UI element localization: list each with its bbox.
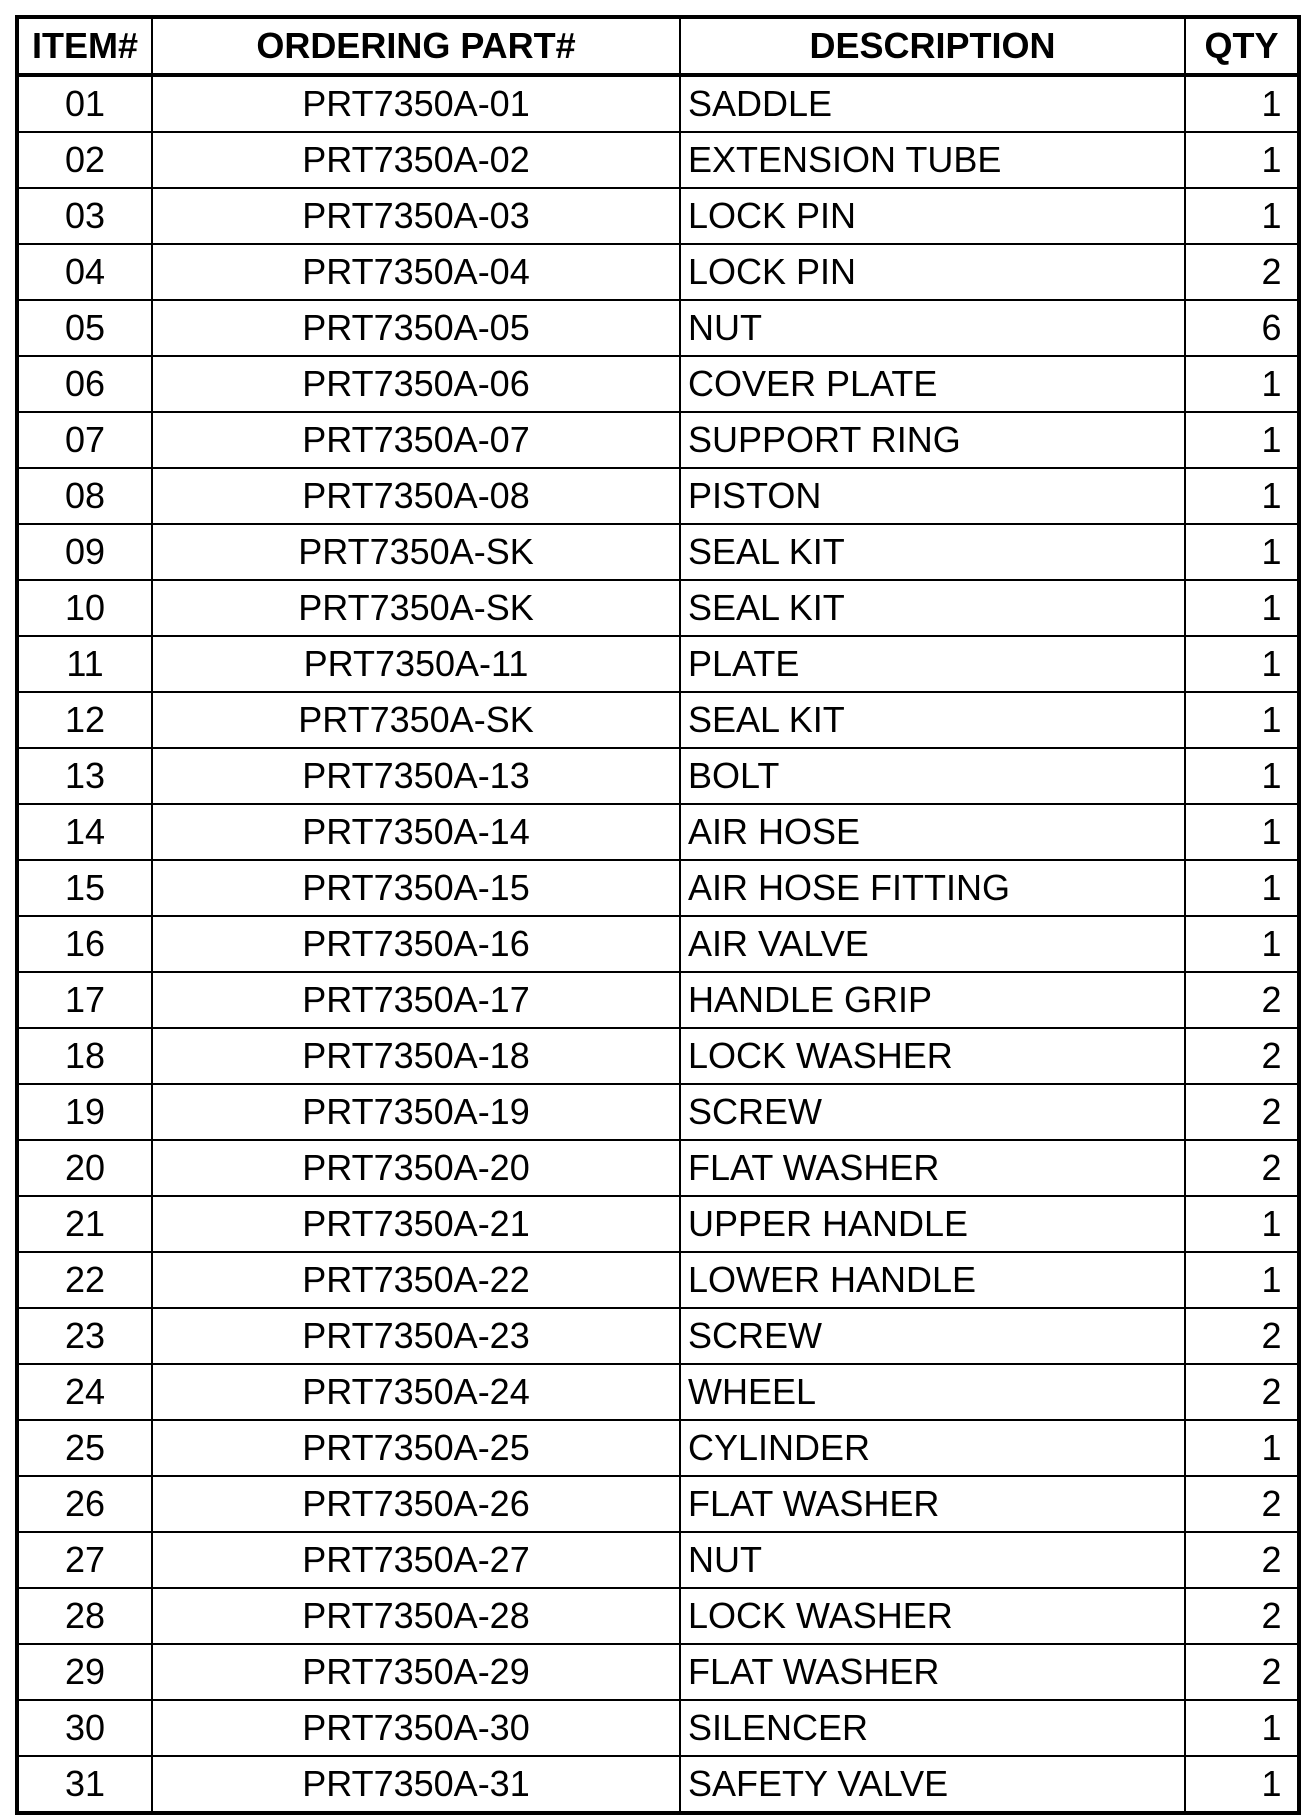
description-cell: NUT (680, 1532, 1185, 1588)
item-number-cell: 03 (17, 188, 152, 244)
item-number-cell: 02 (17, 132, 152, 188)
item-number-cell: 19 (17, 1084, 152, 1140)
item-number-cell: 23 (17, 1308, 152, 1364)
ordering-part-cell: PRT7350A-31 (152, 1756, 680, 1813)
description-cell: SCREW (680, 1084, 1185, 1140)
table-row (17, 524, 1299, 580)
description-cell: NUT (680, 300, 1185, 356)
description-cell: UPPER HANDLE (680, 1196, 1185, 1252)
ordering-part-cell: PRT7350A-20 (152, 1140, 680, 1196)
table-row (17, 580, 1299, 636)
table-row (17, 1252, 1299, 1308)
table-row (17, 132, 1299, 188)
table-row (17, 860, 1299, 916)
table-row (17, 1084, 1299, 1140)
description-cell: AIR HOSE FITTING (680, 860, 1185, 916)
ordering-part-cell: PRT7350A-24 (152, 1364, 680, 1420)
item-number-cell: 17 (17, 972, 152, 1028)
table-row (17, 1700, 1299, 1756)
item-number-cell: 04 (17, 244, 152, 300)
qty-cell: 1 (1185, 916, 1299, 972)
table-row (17, 1420, 1299, 1476)
table-row (17, 1028, 1299, 1084)
item-number-cell: 25 (17, 1420, 152, 1476)
qty-cell: 1 (1185, 692, 1299, 748)
qty-cell: 2 (1185, 1588, 1299, 1644)
qty-cell: 2 (1185, 1028, 1299, 1084)
table-row (17, 188, 1299, 244)
item-number-cell: 08 (17, 468, 152, 524)
description-cell: FLAT WASHER (680, 1476, 1185, 1532)
item-number-cell: 26 (17, 1476, 152, 1532)
item-number-cell: 18 (17, 1028, 152, 1084)
ordering-part-cell: PRT7350A-22 (152, 1252, 680, 1308)
item-number-cell: 05 (17, 300, 152, 356)
ordering-part-cell: PRT7350A-26 (152, 1476, 680, 1532)
table-row (17, 1644, 1299, 1700)
qty-cell: 1 (1185, 580, 1299, 636)
qty-cell: 2 (1185, 1364, 1299, 1420)
item-number-cell: 01 (17, 75, 152, 132)
qty-cell: 1 (1185, 468, 1299, 524)
item-number-cell: 22 (17, 1252, 152, 1308)
item-number-cell: 29 (17, 1644, 152, 1700)
ordering-part-cell: PRT7350A-27 (152, 1532, 680, 1588)
table-row (17, 916, 1299, 972)
ordering-part-cell: PRT7350A-03 (152, 188, 680, 244)
description-cell: WHEEL (680, 1364, 1185, 1420)
table-body (17, 75, 1299, 1813)
table-row (17, 412, 1299, 468)
item-number-cell: 30 (17, 1700, 152, 1756)
ordering-part-cell: PRT7350A-08 (152, 468, 680, 524)
qty-cell: 2 (1185, 244, 1299, 300)
table-row (17, 1196, 1299, 1252)
qty-cell: 2 (1185, 1308, 1299, 1364)
ordering-part-cell: PRT7350A-19 (152, 1084, 680, 1140)
item-number-cell: 06 (17, 356, 152, 412)
item-number-cell: 28 (17, 1588, 152, 1644)
description-cell: LOCK PIN (680, 244, 1185, 300)
table-row (17, 1140, 1299, 1196)
description-cell: LOWER HANDLE (680, 1252, 1185, 1308)
table-row (17, 1476, 1299, 1532)
table-row (17, 1588, 1299, 1644)
item-number-cell: 10 (17, 580, 152, 636)
qty-cell: 1 (1185, 188, 1299, 244)
table-row (17, 1532, 1299, 1588)
description-cell: SEAL KIT (680, 692, 1185, 748)
ordering-part-cell: PRT7350A-13 (152, 748, 680, 804)
table-row (17, 356, 1299, 412)
item-number-cell: 31 (17, 1756, 152, 1813)
ordering-part-cell: PRT7350A-05 (152, 300, 680, 356)
ordering-part-cell: PRT7350A-16 (152, 916, 680, 972)
description-cell: SCREW (680, 1308, 1185, 1364)
qty-cell: 1 (1185, 1420, 1299, 1476)
ordering-part-cell: PRT7350A-25 (152, 1420, 680, 1476)
description-cell: PISTON (680, 468, 1185, 524)
item-number-cell: 12 (17, 692, 152, 748)
qty-cell: 1 (1185, 524, 1299, 580)
item-number-cell: 14 (17, 804, 152, 860)
table-row (17, 1308, 1299, 1364)
qty-cell: 1 (1185, 132, 1299, 188)
qty-cell: 1 (1185, 804, 1299, 860)
item-number-cell: 07 (17, 412, 152, 468)
ordering-part-cell: PRT7350A-11 (152, 636, 680, 692)
ordering-part-cell: PRT7350A-28 (152, 1588, 680, 1644)
item-number-cell: 21 (17, 1196, 152, 1252)
qty-cell: 2 (1185, 1084, 1299, 1140)
item-number-cell: 13 (17, 748, 152, 804)
item-number-cell: 20 (17, 1140, 152, 1196)
qty-cell: 1 (1185, 1756, 1299, 1813)
ordering-part-cell: PRT7350A-14 (152, 804, 680, 860)
ordering-part-cell: PRT7350A-15 (152, 860, 680, 916)
ordering-part-cell: PRT7350A-23 (152, 1308, 680, 1364)
description-cell: SADDLE (680, 75, 1185, 132)
ordering-part-cell: PRT7350A-29 (152, 1644, 680, 1700)
table-row (17, 468, 1299, 524)
header-item: ITEM# (17, 17, 152, 75)
table-row (17, 244, 1299, 300)
qty-cell: 1 (1185, 75, 1299, 132)
qty-cell: 1 (1185, 1700, 1299, 1756)
qty-cell: 1 (1185, 356, 1299, 412)
table-row (17, 300, 1299, 356)
qty-cell: 1 (1185, 1196, 1299, 1252)
description-cell: SUPPORT RING (680, 412, 1185, 468)
ordering-part-cell: PRT7350A-SK (152, 524, 680, 580)
ordering-part-cell: PRT7350A-SK (152, 692, 680, 748)
description-cell: AIR HOSE (680, 804, 1185, 860)
table-row (17, 75, 1299, 132)
qty-cell: 6 (1185, 300, 1299, 356)
table-header (17, 17, 1299, 75)
item-number-cell: 15 (17, 860, 152, 916)
description-cell: SEAL KIT (680, 580, 1185, 636)
description-cell: LOCK WASHER (680, 1028, 1185, 1084)
qty-cell: 2 (1185, 1532, 1299, 1588)
qty-cell: 2 (1185, 1644, 1299, 1700)
ordering-part-cell: PRT7350A-SK (152, 580, 680, 636)
table-row (17, 636, 1299, 692)
ordering-part-cell: PRT7350A-17 (152, 972, 680, 1028)
table-row (17, 692, 1299, 748)
header-ordering-part: ORDERING PART# (152, 17, 680, 75)
ordering-part-cell: PRT7350A-02 (152, 132, 680, 188)
parts-list-table (15, 15, 1301, 1815)
description-cell: BOLT (680, 748, 1185, 804)
description-cell: SILENCER (680, 1700, 1185, 1756)
description-cell: HANDLE GRIP (680, 972, 1185, 1028)
header-description: DESCRIPTION (680, 17, 1185, 75)
table-row (17, 804, 1299, 860)
item-number-cell: 16 (17, 916, 152, 972)
item-number-cell: 09 (17, 524, 152, 580)
description-cell: FLAT WASHER (680, 1140, 1185, 1196)
ordering-part-cell: PRT7350A-21 (152, 1196, 680, 1252)
ordering-part-cell: PRT7350A-30 (152, 1700, 680, 1756)
description-cell: LOCK WASHER (680, 1588, 1185, 1644)
description-cell: EXTENSION TUBE (680, 132, 1185, 188)
header-row (17, 17, 1299, 75)
qty-cell: 1 (1185, 412, 1299, 468)
item-number-cell: 11 (17, 636, 152, 692)
item-number-cell: 24 (17, 1364, 152, 1420)
table-row (17, 748, 1299, 804)
header-qty: QTY (1185, 17, 1299, 75)
description-cell: SAFETY VALVE (680, 1756, 1185, 1813)
description-cell: LOCK PIN (680, 188, 1185, 244)
item-number-cell: 27 (17, 1532, 152, 1588)
qty-cell: 1 (1185, 860, 1299, 916)
qty-cell: 2 (1185, 1476, 1299, 1532)
qty-cell: 2 (1185, 972, 1299, 1028)
ordering-part-cell: PRT7350A-04 (152, 244, 680, 300)
table-row (17, 1364, 1299, 1420)
qty-cell: 1 (1185, 636, 1299, 692)
ordering-part-cell: PRT7350A-18 (152, 1028, 680, 1084)
table-row (17, 972, 1299, 1028)
description-cell: AIR VALVE (680, 916, 1185, 972)
description-cell: COVER PLATE (680, 356, 1185, 412)
description-cell: FLAT WASHER (680, 1644, 1185, 1700)
description-cell: CYLINDER (680, 1420, 1185, 1476)
qty-cell: 1 (1185, 748, 1299, 804)
qty-cell: 2 (1185, 1140, 1299, 1196)
description-cell: SEAL KIT (680, 524, 1185, 580)
ordering-part-cell: PRT7350A-01 (152, 75, 680, 132)
ordering-part-cell: PRT7350A-06 (152, 356, 680, 412)
description-cell: PLATE (680, 636, 1185, 692)
qty-cell: 1 (1185, 1252, 1299, 1308)
ordering-part-cell: PRT7350A-07 (152, 412, 680, 468)
